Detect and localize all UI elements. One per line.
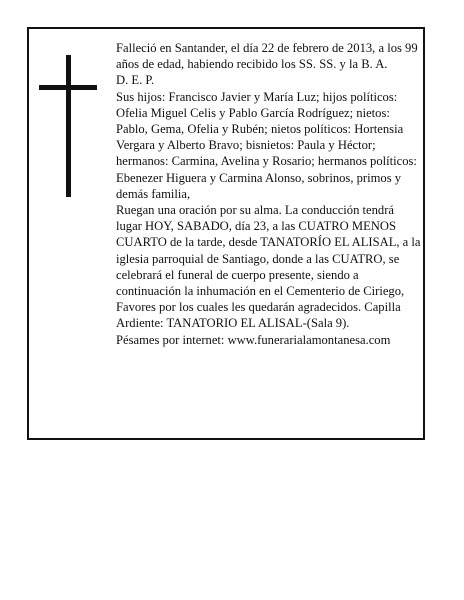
death-announcement: Falleció en Santander, el día 22 de febrero de 2013, a los 99 años de edad, habiendo recibido los SS. SS. y la B. A. xyxy=(116,41,418,72)
cross-vertical-bar xyxy=(66,55,71,197)
family-list: Sus hijos: Francisco Javier y María Luz; hijos políticos: Ofelia Miguel Celis y Pablo García Rodríguez; nietos: Pablo, Gema, Ofelia y Rubén; nietos políticos: Hortensia Vergara y Alberto Bravo; bisnietos: Paula y Héctor; hermanos: Carmina, Avelina y Rosario; hermanos políticos: Ebenezer Higuera y Carmina Alonso, sobrinos, primos y demás familia, xyxy=(116,89,417,201)
rest-in-peace: D. E. P. xyxy=(116,73,155,88)
cross-horizontal-bar xyxy=(39,85,97,90)
cross-icon xyxy=(39,55,97,197)
notice-text xyxy=(116,40,421,348)
funeral-details: Ruegan una oración por su alma. La conducción tendrá lugar HOY, SABADO, día 23, a las CUATRO MENOS CUARTO de la tarde, desde TANATORÍO EL ALISAL, a la iglesia parroquial de Santiago, donde a las CUATRO, se celebrará el funeral de cuerpo presente, siendo a continuación la inhumación en el Cementerio de Ciriego, Favores por los cuales les quedarán agradecidos. Capilla Ardiente: TANATORIO EL ALISAL-(Sala 9). xyxy=(116,203,421,331)
condolences-website: Pésames por internet: www.funerarialamontanesa.com xyxy=(116,332,391,347)
obituary-notice xyxy=(27,27,425,440)
